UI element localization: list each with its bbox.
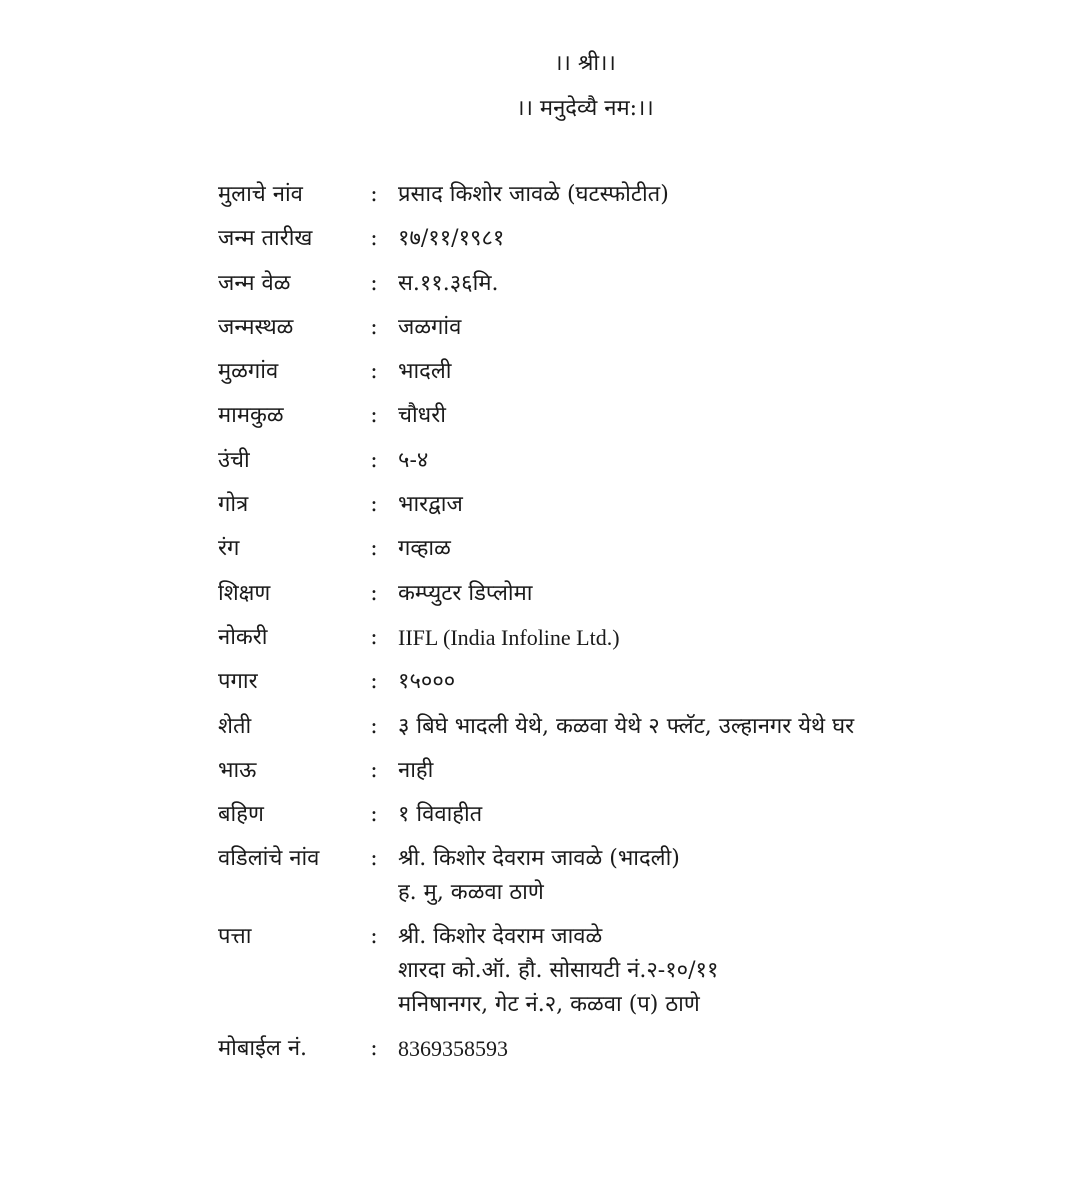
row-property [218,710,978,754]
row-birth-date [218,222,978,266]
field-separator: : [370,536,378,562]
field-separator: : [370,924,378,950]
mobile-number: 8369358593 [398,1036,508,1062]
field-value: ५-४ [398,447,429,473]
field-separator: : [370,669,378,695]
field-label: जन्म तारीख [218,226,313,252]
field-separator: : [370,403,378,429]
address-line: शारदा को.ऑ. हौ. सोसायटी नं.२-१०/११ [398,958,719,984]
field-value: नाही [398,757,434,783]
field-separator: : [370,624,378,650]
field-separator: : [370,270,378,296]
row-address [218,920,978,1022]
field-label: जन्म वेळ [218,270,291,296]
address-line: मनिषानगर, गेट नं.२, कळवा (प) ठाणे [398,992,700,1018]
field-label: शिक्षण [218,580,271,606]
row-education [218,577,978,621]
field-separator: : [370,846,378,872]
field-label: पगार [218,669,258,695]
field-label: जन्मस्थळ [218,314,294,340]
field-value [398,842,978,910]
row-father-name [218,842,978,910]
row-sister [218,798,978,842]
invocation-shri: ।। श्री।। [554,51,616,76]
row-job [218,621,978,665]
father-line: श्री. किशोर देवराम जावळे (भादली) [398,846,680,872]
field-value: गव्हाळ [398,536,451,562]
row-gotra [218,488,978,532]
address-line: श्री. किशोर देवराम जावळे [398,924,603,950]
row-complexion [218,532,978,576]
field-separator: : [370,359,378,385]
field-value: भादली [398,359,452,385]
field-value [398,920,978,1022]
row-mobile [218,1032,978,1076]
field-separator: : [370,492,378,518]
row-maternal-clan [218,399,978,443]
field-separator: : [370,447,378,473]
invocation-manudevi: ।। मनुदेव्यै नम:।। [516,96,654,121]
field-label: मुलाचे नांव [218,182,303,207]
field-value: १५००० [398,669,456,695]
field-label: मोबाईल नं. [218,1036,308,1062]
document-header [0,48,1080,125]
row-brother [218,754,978,798]
field-value: जळगांव [398,314,462,340]
row-native-village [218,355,978,399]
field-value: IIFL (India Infoline Ltd.) [398,624,620,650]
field-value: भारद्वाज [398,492,463,518]
field-label: भाऊ [218,757,257,783]
field-value: ३ बिघे भादली येथे, कळवा येथे २ फ्लॅट, उल्हानगर येथे घर [398,713,855,739]
row-height [218,444,978,488]
row-birth-place [218,311,978,355]
biodata-table [218,178,978,1077]
field-value: १७/११/१९८१ [398,226,505,252]
field-separator: : [370,713,378,739]
field-separator: : [370,226,378,252]
field-label: गोत्र [218,492,249,518]
field-label: बहिण [218,802,264,828]
row-birth-time [218,267,978,311]
field-separator: : [370,1036,378,1062]
field-value: स.११.३६मि. [398,270,499,296]
field-label: नोकरी [218,624,268,650]
field-separator: : [370,757,378,783]
field-label: मुळगांव [218,359,279,385]
field-separator: : [370,802,378,828]
field-label: उंची [218,447,250,473]
father-line: ह. मु, कळवा ठाणे [398,880,544,906]
field-value: प्रसाद किशोर जावळे (घटस्फोटीत) [398,182,669,207]
field-label: शेती [218,713,252,739]
field-label: मामकुळ [218,403,284,429]
field-separator: : [370,580,378,606]
field-value: चौधरी [398,403,446,429]
field-value: कम्प्युटर डिप्लोमा [398,580,533,606]
field-separator: : [370,314,378,340]
row-groom-name [218,178,978,222]
field-value: १ विवाहीत [398,802,483,828]
row-salary [218,665,978,709]
field-separator: : [370,182,378,207]
field-label: रंग [218,536,240,562]
field-label: पत्ता [218,924,252,950]
field-label: वडिलांचे नांव [218,846,320,872]
